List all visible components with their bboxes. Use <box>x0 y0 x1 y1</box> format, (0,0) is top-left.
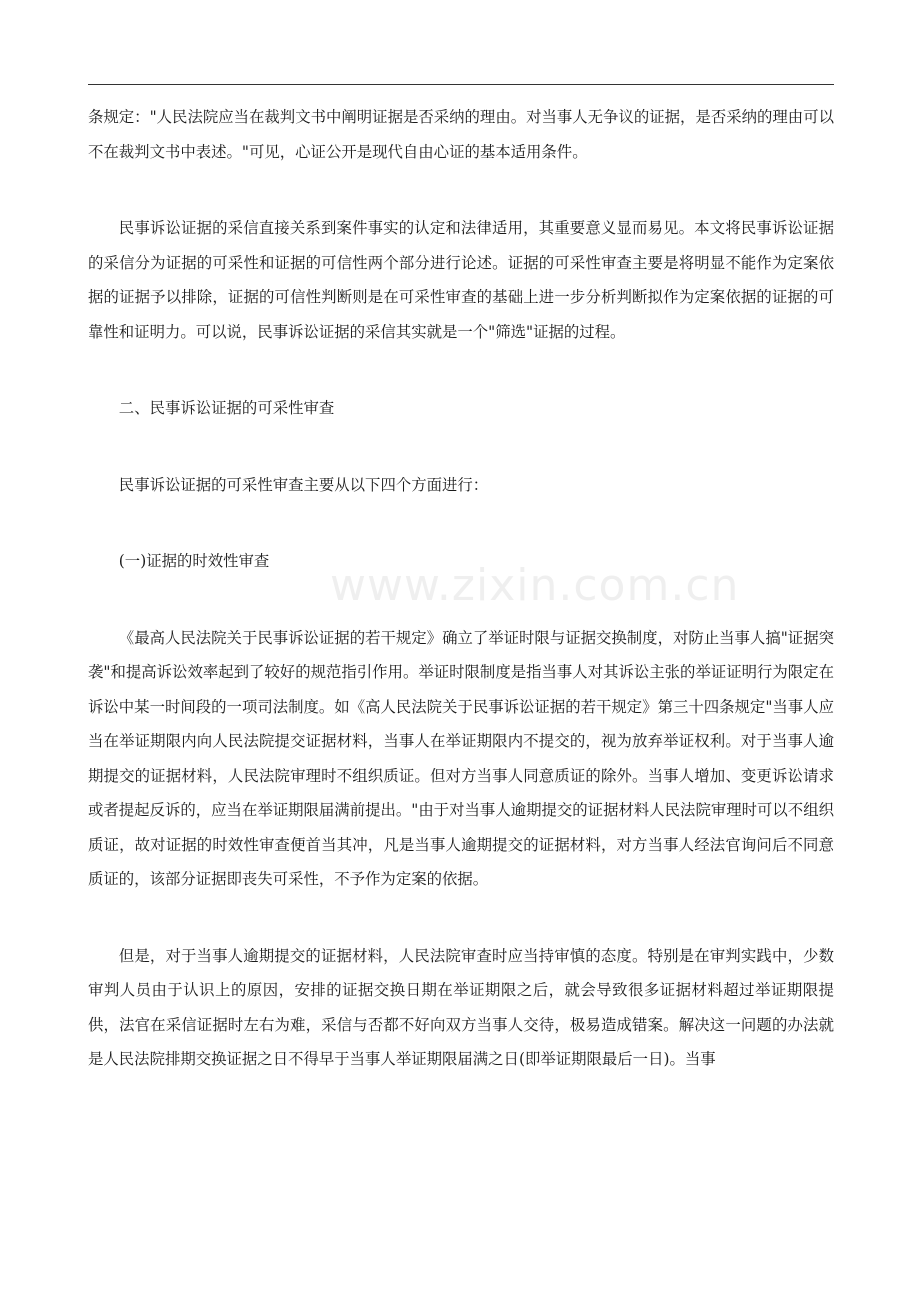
paragraph-intro: 民事诉讼证据的采信直接关系到案件事实的认定和法律适用，其重要意义显而易见。本文将民事诉讼证据的采信分为证据的可采性和证据的可信性两个部分进行论述。证据的可采性审查主要是将明显不能作为定案依据的证据予以排除，证据的可信性判断则是在可采性审查的基础上进一步分析判断拟作为定案依据的证据的可靠性和证明力。可以说，民事诉讼证据的采信其实就是一个"筛选"证据的过程。 <box>88 219 834 341</box>
paragraph-four-aspects: 民事诉讼证据的可采性审查主要从以下四个方面进行： <box>118 475 489 494</box>
subsection-heading: (一)证据的时效性审查 <box>118 552 270 570</box>
header-rule <box>88 84 834 85</box>
watermark: www.zixin.com.cn <box>330 560 740 611</box>
document-body <box>88 100 834 1077</box>
paragraph-caution: 但是，对于当事人逾期提交的证据材料，人民法院审查时应当持审慎的态度。特别是在审判实践中，少数审判人员由于认识上的原因，安排的证据交换日期在举证期限之后，就会导致很多证据材料超过举证期限提供，法官在采信证据时左右为难，采信与否都不好向双方当事人交待，极易造成错案。解决这一问题的办法就是人民法院排期交换证据之日不得早于当事人举证期限届满之日(即举证期限最后一日)。当事 <box>88 946 834 1068</box>
paragraph-continuation: 条规定："人民法院应当在裁判文书中阐明证据是否采纳的理由。对当事人无争议的证据，是否采纳的理由可以不在裁判文书中表述。"可见，心证公开是现代自由心证的基本适用条件。 <box>88 108 834 161</box>
paragraph-timeliness: 《最高人民法院关于民事诉讼证据的若干规定》确立了举证时限与证据交换制度，对防止当事人搞"证据突袭"和提高诉讼效率起到了较好的规范指引作用。举证时限制度是指当事人对其诉讼主张的举证证明行为限定在诉讼中某一时间段的一项司法制度。如《高人民法院关于民事诉讼证据的若干规定》第三十四条规定"当事人应当在举证期限内向人民法院提交证据材料，当事人在举证期限内不提交的，视为放弃举证权利。对于当事人逾期提交的证据材料，人民法院审理时不组织质证。但对方当事人同意质证的除外。当事人增加、变更诉讼请求或者提起反诉的，应当在举证期限届满前提出。"由于对当事人逾期提交的证据材料人民法院审理时可以不组织质证，故对证据的时效性审查便首当其冲，凡是当事人逾期提交的证据材料，对方当事人经法官询问后不同意质证的，该部分证据即丧失可采性，不予作为定案的依据。 <box>88 628 834 888</box>
section-heading: 二、民事诉讼证据的可采性审查 <box>118 399 335 417</box>
